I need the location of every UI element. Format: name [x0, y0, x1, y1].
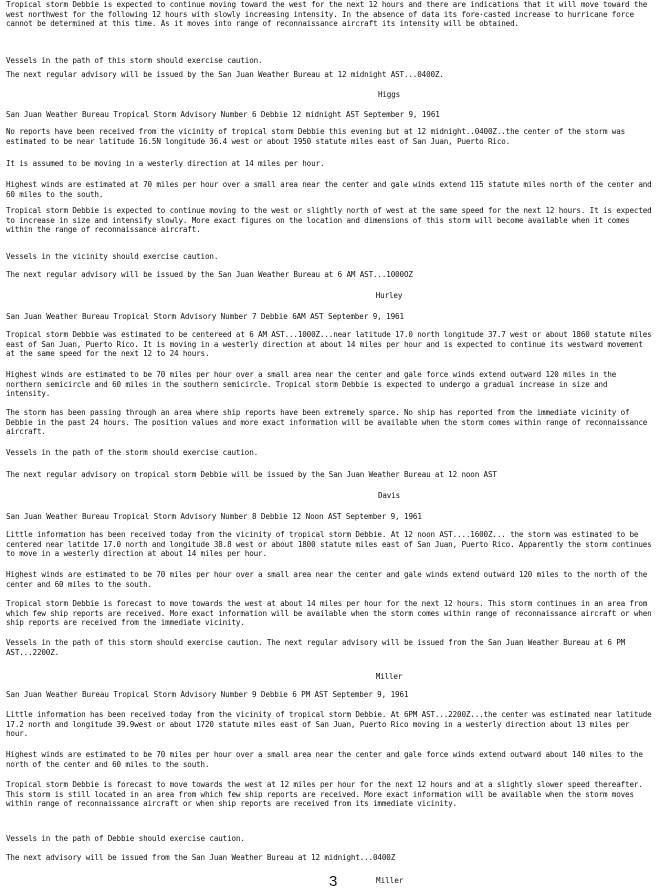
paragraph-adv7-position: Tropical storm Debbie was estimated to be centereed at 6 AM AST...1000Z...near latitude 17.0 north longitude 37.7 west or about 1860 statute miles east of San Juan, Puerto Rico. It is moving in a westerly direction at about 14 miles per hour and is expected to continue its westward movement at the same speed for the next 12 to 24 hours.: [6, 330, 652, 359]
page-number: 3: [329, 873, 338, 890]
paragraph-adv6-caution: Vessels in the vicinity should exercise caution.: [6, 252, 219, 261]
advisory-header-7: San Juan Weather Bureau Tropical Storm Advisory Number 7 Debbie 6AM AST September 9, 1961: [6, 312, 404, 321]
paragraph-caution: Vessels in the path of this storm should exercise caution.: [6, 56, 263, 65]
paragraph-adv6-movement: It is assumed to be moving in a westerly direction at 14 miles per hour.: [6, 159, 325, 168]
paragraph-adv6-winds: Highest winds are estimated at 70 miles per hour over a small area near the center and gale winds extend 115 statute miles north of the center and 60 miles to the south.: [6, 180, 652, 199]
signature-davis: Davis: [377, 491, 401, 500]
paragraph-adv8-position: Little information has been received today from the vicinity of tropical storm Debbie. At 12 noon AST....1600Z... the storm was estimated to be centered near latitde 17.0 north and longitude 38.8 west or about 1800 statute miles east of San Juan, Puerto Rico. Apparently the storm continues to move in a westerly direction at about 14 miles per hour.: [6, 530, 652, 559]
advisory-header-6: San Juan Weather Bureau Tropical Storm Advisory Number 6 Debbie 12 midnight AST September 9, 1961: [6, 110, 440, 119]
advisory-header-8: San Juan Weather Bureau Tropical Storm Advisory Number 8 Debbie 12 Noon AST September 9, 1961: [6, 512, 422, 521]
signature-hurley: Hurley: [375, 291, 403, 300]
paragraph-adv6-next: The next regular advisory will be issued by the San Juan Weather Bureau at 6 AM AST...1000OZ: [6, 270, 413, 279]
paragraph-adv8-forecast: Tropical storm Debbie is forecast to move towards the west at about 14 miles per hour for the next 12 hours. This storm continues in an area from which few ship reports are received. More exact information will be available when the storm comes within range of reconnaissance aircraft or when ship reports are received from the immediate vicinity.: [6, 599, 652, 628]
paragraph-adv6-forecast: Tropical storm Debbie is expected to continue moving to the west or slightly north of west at the same speed for the next 12 hours. It is expected to increase in size and intensify slowly. More exact figures on the location and dimensions of this storm will become available when it comes within the range of reconnaissance aircraft.: [6, 206, 652, 235]
paragraph-adv7-caution: Vessels in the path of the storm should exercise caution.: [6, 448, 259, 457]
paragraph-adv9-position: Little information has been received today from the vicinity of tropical storm Debbie. At 6PM AST...2200Z...the center was estimated near latitude 17.2 north and longitude 39.9west or about 1720 statute miles east of San Juan, Puerto Rico moving in a westerly direction about 13 miles per hour.: [6, 710, 652, 739]
advisory-header-9: San Juan Weather Bureau Tropical Storm Advisory Number 9 Debbie 6 PM AST September 9, 1961: [6, 690, 409, 699]
paragraph-adv7-winds: Highest winds are estimated to be 70 miles per hour over a small area near the center and gale force winds extend outward 120 miles in the northern semicircle and 60 miles in the southern semicircle. Tropical storm Debbie is expected to undergo a gradual increase in size and intensity.: [6, 370, 617, 399]
paragraph-adv9-caution: Vessels in the path of Debbie should exercise caution.: [6, 834, 245, 843]
signature-miller: Miller: [375, 672, 403, 681]
signature-higgs: Higgs: [377, 90, 401, 99]
paragraph-adv8-winds: Highest winds are estimated to be 70 miles per hour over a small area near the center and gale winds extend outward 120 miles to the north of the center and 60 miles to the south.: [6, 570, 648, 589]
paragraph-adv9-winds: Highest winds are estimated to be 70 miles per hour over a small area near the center and gale force winds extend outward about 140 miles to the north of the center and 60 miles to the south.: [6, 750, 643, 769]
paragraph-adv9-forecast: Tropical storm Debbie is forecast to move towards the west at 12 miles per hour for the next 12 hours and at a slightly slower speed thereafter. This storm is still located in an area from which few ship reports are received. More exact information will be available when the storm moves within range of reconnaissance aircraft or when ship reports are received from its immediate vicinity.: [6, 780, 643, 809]
paragraph-next-advisory: The next regular advisory will be issued by the San Juan Weather Bureau at 12 midnight AST...0400Z.: [6, 70, 444, 79]
paragraph-adv9-next: The next advisory will be issued from the San Juan Weather Bureau at 12 midnight...0400Z: [6, 853, 396, 862]
paragraph-adv6-position: No reports have been received from the vicinity of tropical storm Debbie this evening but at 12 midnight..0400Z..the center of the storm was estimated to be near latitude 16.5N longitude 36.4 west or about 1950 statute miles east of San Juan, Puerto Rico.: [6, 127, 626, 146]
paragraph-adv7-sparse: The storm has been passing through an area where ship reports have been extremely sparce. No ship has reported from the immediate vicinity of Debbie in the past 24 hours. The position values and more exact information will be available when the storm comes within range of reconnaissance aircraft.: [6, 408, 648, 437]
paragraph-adv7-next: The next regular advisory on tropical storm Debbie will be issued by the San Juan Weather Bureau at 12 noon AST: [6, 470, 497, 479]
signature-miller-final: Miller: [376, 876, 404, 885]
paragraph-debbie-continuation: Tropical storm Debbie is expected to continue moving toward the west for the next 12 hours and there are indications that it will move toward the west northwest for the following 12 hours with slowly increasing intensity. In the absence of data its fore-casted increase to hurricane force cannot be determined at this time. As it moves into range of reconnaissance aircraft its intensity will be obtained.: [6, 0, 648, 29]
paragraph-adv8-caution: Vessels in the path of this storm should exercise caution. The next regular advisory will be issued from the San Juan Weather Bureau at 6 PM AST...2200Z.: [6, 638, 626, 657]
